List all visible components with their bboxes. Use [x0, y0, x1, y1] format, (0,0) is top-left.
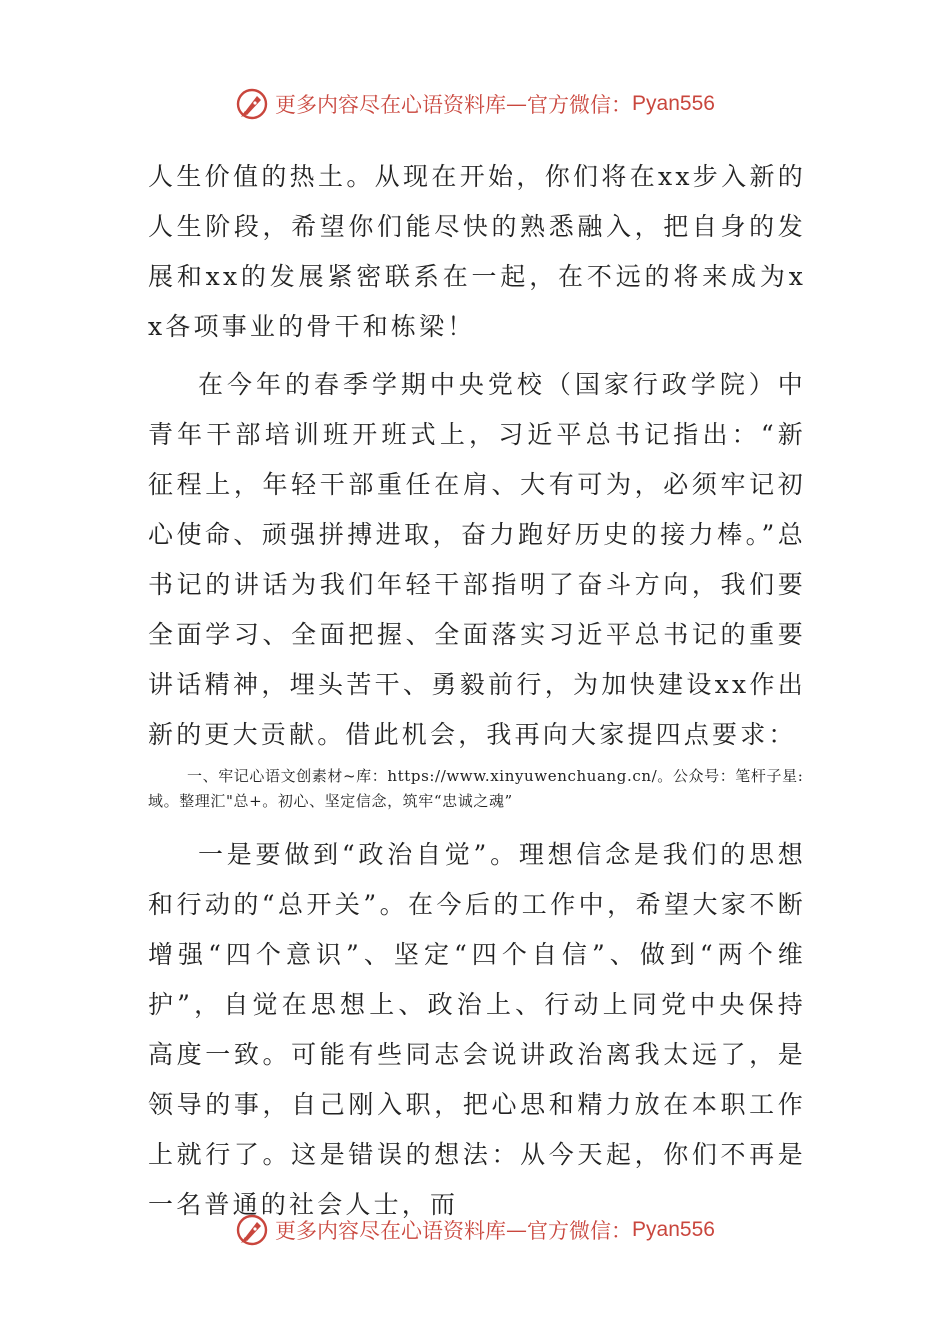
banner-main-text: 更多内容尽在心语资料库 [275, 93, 507, 117]
pen-nib-logo-icon [235, 1213, 269, 1247]
banner-wechat-label: 官方微信： [527, 93, 633, 117]
banner-main-text: 更多内容尽在心语资料库 [275, 1219, 507, 1243]
banner-dash: — [506, 92, 528, 116]
footer-banner [0, 1210, 950, 1250]
pen-nib-logo-icon [235, 87, 269, 121]
banner-wechat-id: Pyan556 [632, 92, 715, 115]
banner-wechat-id: Pyan556 [632, 1218, 715, 1241]
paragraph-2: 在今年的春季学期中央党校（国家行政学院）中青年干部培训班开班式上，习近平总书记指出：“新征程上，年轻干部重任在肩、大有可为，必须牢记初心使命、顽强拼搏进取，奋力跑好历史的接力棒。”总书记的讲话为我们年轻干部指明了奋斗方向，我们要全面学习、全面把握、全面落实习近平总书记的重要讲话精神，埋头苦干、勇毅前行，为加快建设xx作出新的更大贡献。借此机会，我再向大家提四点要求： [148, 370, 806, 749]
banner-dash: — [506, 1218, 528, 1242]
banner-wechat-label: 官方微信： [527, 1219, 633, 1243]
paragraph-3: 一是要做到“政治自觉”。理想信念是我们的思想和行动的“总开关”。在今后的工作中，希望大家不断增强“四个意识”、坚定“四个自信”、做到“两个维护”，自觉在思想上、政治上、行动上同党中央保持高度一致。可能有些同志会说讲政治离我太远了，是领导的事，自己刚入职，把心思和精力放在本职工作上就行了。这是错误的想法：从今天起，你们不再是一名普通的社会人士，而 [148, 840, 806, 1219]
paragraph-1: 人生价值的热土。从现在开始，你们将在xx步入新的人生阶段，希望你们能尽快的熟悉融入，把自身的发展和xx的发展紧密联系在一起，在不远的将来成为xx各项事业的骨干和栋梁！ [148, 162, 806, 341]
watermark-note: 一、牢记心语文创素材~库：https://www.xinyuwenchuang.cn/。公众号：笔杆子星:域。整理汇"总+。初心、坚定信念，筑牢“忠诚之魂” [148, 767, 804, 810]
header-banner [0, 84, 950, 124]
